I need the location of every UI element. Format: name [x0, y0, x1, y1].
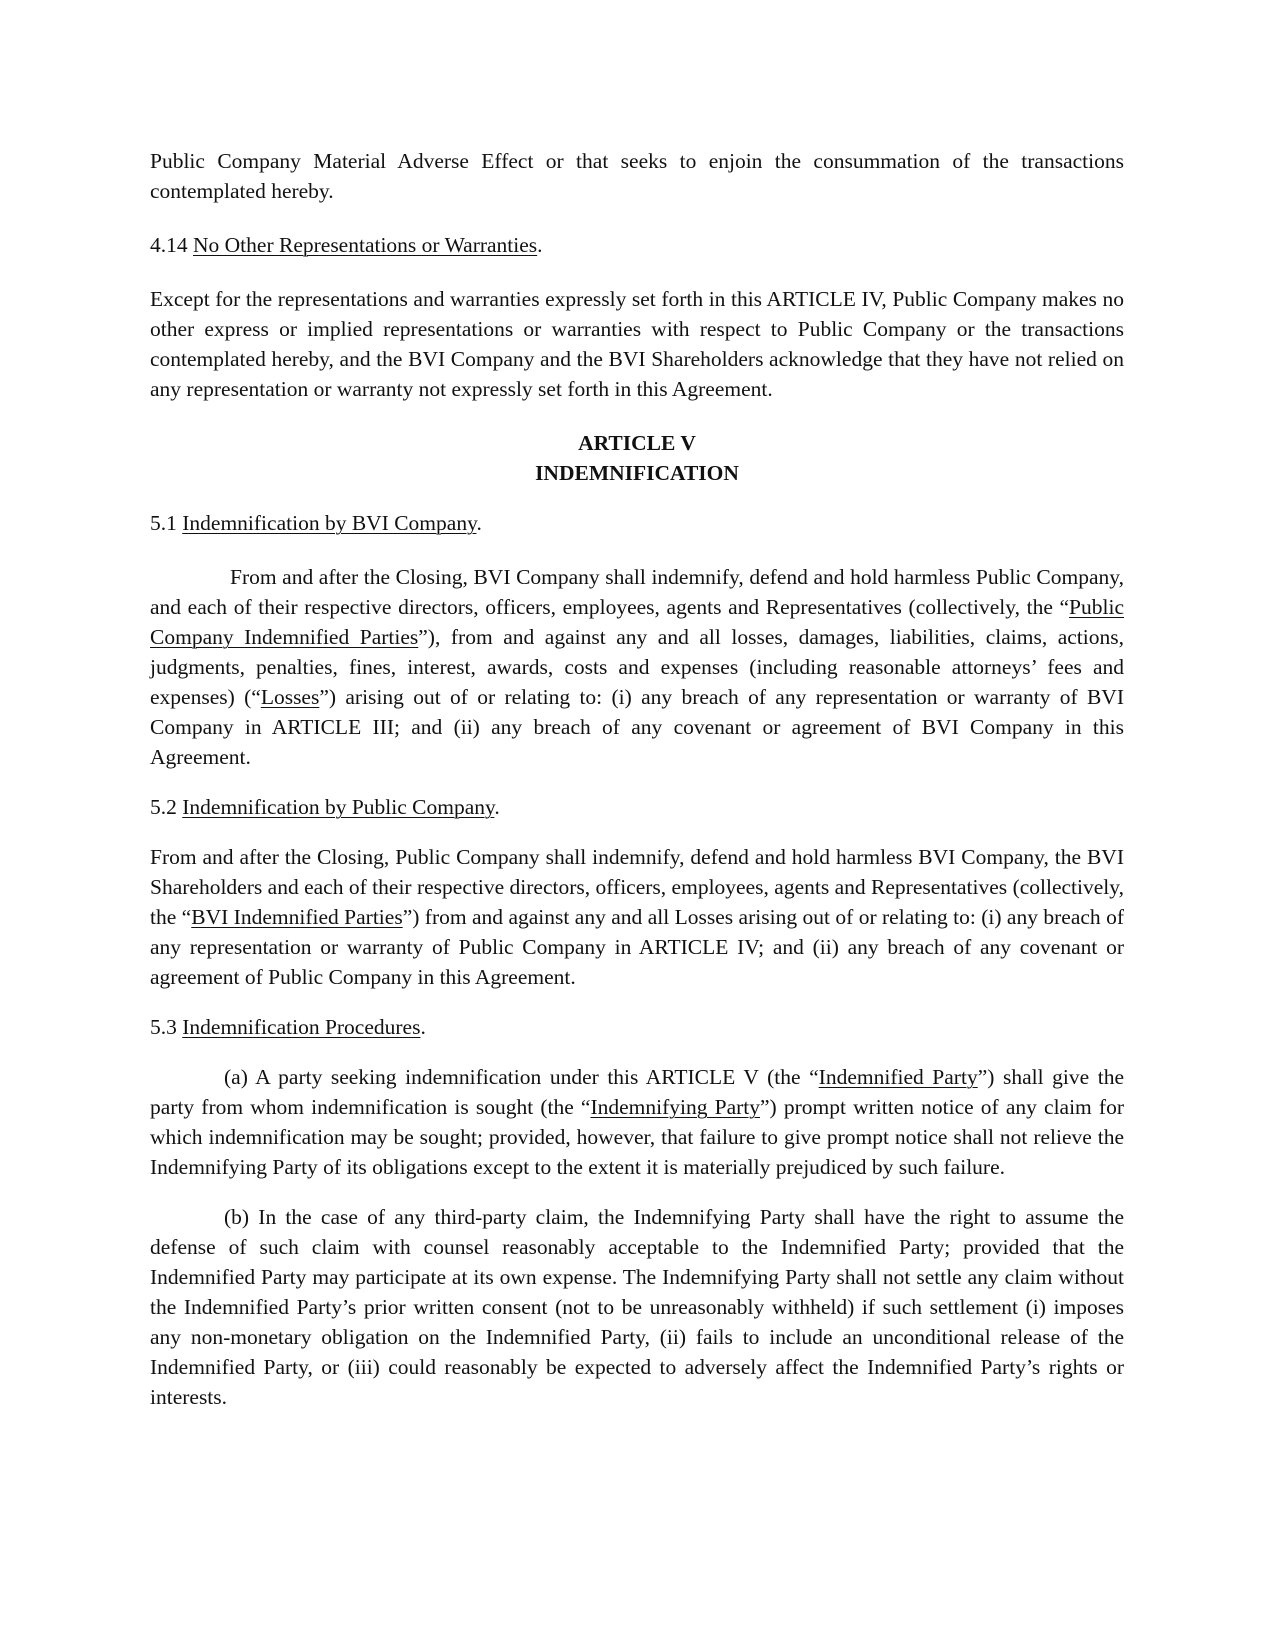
body-text: From and after the Closing, BVI Company shall indemnify, defend and hold harmless Public Company, and each of their respective directors, officers, employees, agents and Representatives (collectively, the “ [150, 565, 1124, 619]
article-heading [150, 428, 1124, 488]
body-text: From and after the Closing, Public Company shall indemnify, defend and hold harmless BVI Company, the BVI Shareholders and each of their respective directors, officers, employees, agents and Representatives (collectively, the “ [150, 845, 1124, 929]
section-5-1-body [150, 562, 1124, 772]
body-text: ”), from and against any and all losses, damages, liabilities, claims, actions, judgments, penalties, fines, interest, awards, costs and expenses (including reasonable attorneys’ fees and expenses) (“ [150, 625, 1124, 709]
article-number: ARTICLE V [578, 431, 696, 455]
section-5-3-heading: 5.3 Indemnification Procedures. [150, 1015, 426, 1039]
defined-term: BVI Indemnified Parties [191, 905, 403, 929]
defined-term: Indemnified Party [818, 1065, 978, 1089]
section-5-3-b: (b) In the case of any third-party claim, the Indemnifying Party shall have the right to assume the defense of such claim with counsel reasonably acceptable to the Indemnified Party; provided that the Indemnified Party may participate at its own expense. The Indemnifying Party shall not settle any claim without the Indemnified Party’s prior written consent (not to be unreasonably withheld) if such settlement (i) imposes any non-monetary obligation on the Indemnified Party, (ii) fails to include an unconditional release of the Indemnified Party, or (iii) could reasonably be expected to adversely affect the Indemnified Party’s rights or interests. [150, 1205, 1124, 1409]
section-number: 5.2 [150, 795, 177, 819]
body-text: ”) from and against any and all Losses arising out of or relating to: (i) any breach of any representation or warranty of Public Company in ARTICLE IV; and (ii) any breach of any covenant or agreement of Public Company in this Agreement. [150, 905, 1124, 989]
section-title: Indemnification Procedures [182, 1015, 421, 1039]
section-number: 5.3 [150, 1015, 177, 1039]
section-5-3-a [150, 1062, 1124, 1182]
body-text: ”) prompt written notice of any claim for which indemnification may be sought; provided, however, that failure to give prompt notice shall not relieve the Indemnifying Party of its obligations except to the extent it is materially prejudiced by such failure. [150, 1095, 1124, 1179]
section-title: Indemnification by Public Company [182, 795, 495, 819]
section-5-2-body [150, 842, 1124, 992]
intro-paragraph: Public Company Material Adverse Effect or that seeks to enjoin the consummation of the transactions contemplated hereby. [150, 149, 1124, 203]
defined-term: Indemnifying Party [590, 1095, 761, 1119]
body-text: ”) shall give the party from whom indemnification is sought (the “ [150, 1065, 1124, 1119]
section-number: 4.14 [150, 233, 188, 257]
body-text: (a) A party seeking indemnification under this ARTICLE V (the “ [224, 1065, 819, 1089]
section-4-14-heading: 4.14 No Other Representations or Warranties. [150, 233, 543, 257]
section-title: No Other Representations or Warranties [193, 233, 538, 257]
defined-term: Public Company Indemnified Parties [150, 595, 1124, 649]
body-text: ”) arising out of or relating to: (i) any breach of any representation or warranty of BVI Company in ARTICLE III; and (ii) any breach of any covenant or agreement of BVI Company in this Agreement. [150, 685, 1124, 769]
section-number: 5.1 [150, 511, 177, 535]
section-title: Indemnification by BVI Company [182, 511, 477, 535]
section-4-14-body: Except for the representations and warranties expressly set forth in this ARTICLE IV, Public Company makes no other express or implied representations or warranties with respect to Public Company or the transactions contemplated hereby, and the BVI Company and the BVI Shareholders acknowledge that they have not relied on any representation or warranty not expressly set forth in this Agreement. [150, 287, 1124, 401]
section-5-2-heading: 5.2 Indemnification by Public Company. [150, 795, 500, 819]
section-5-1-heading: 5.1 Indemnification by BVI Company. [150, 511, 482, 535]
article-title: INDEMNIFICATION [535, 461, 739, 485]
defined-term: Losses [260, 685, 320, 709]
document-page [150, 146, 1124, 1412]
